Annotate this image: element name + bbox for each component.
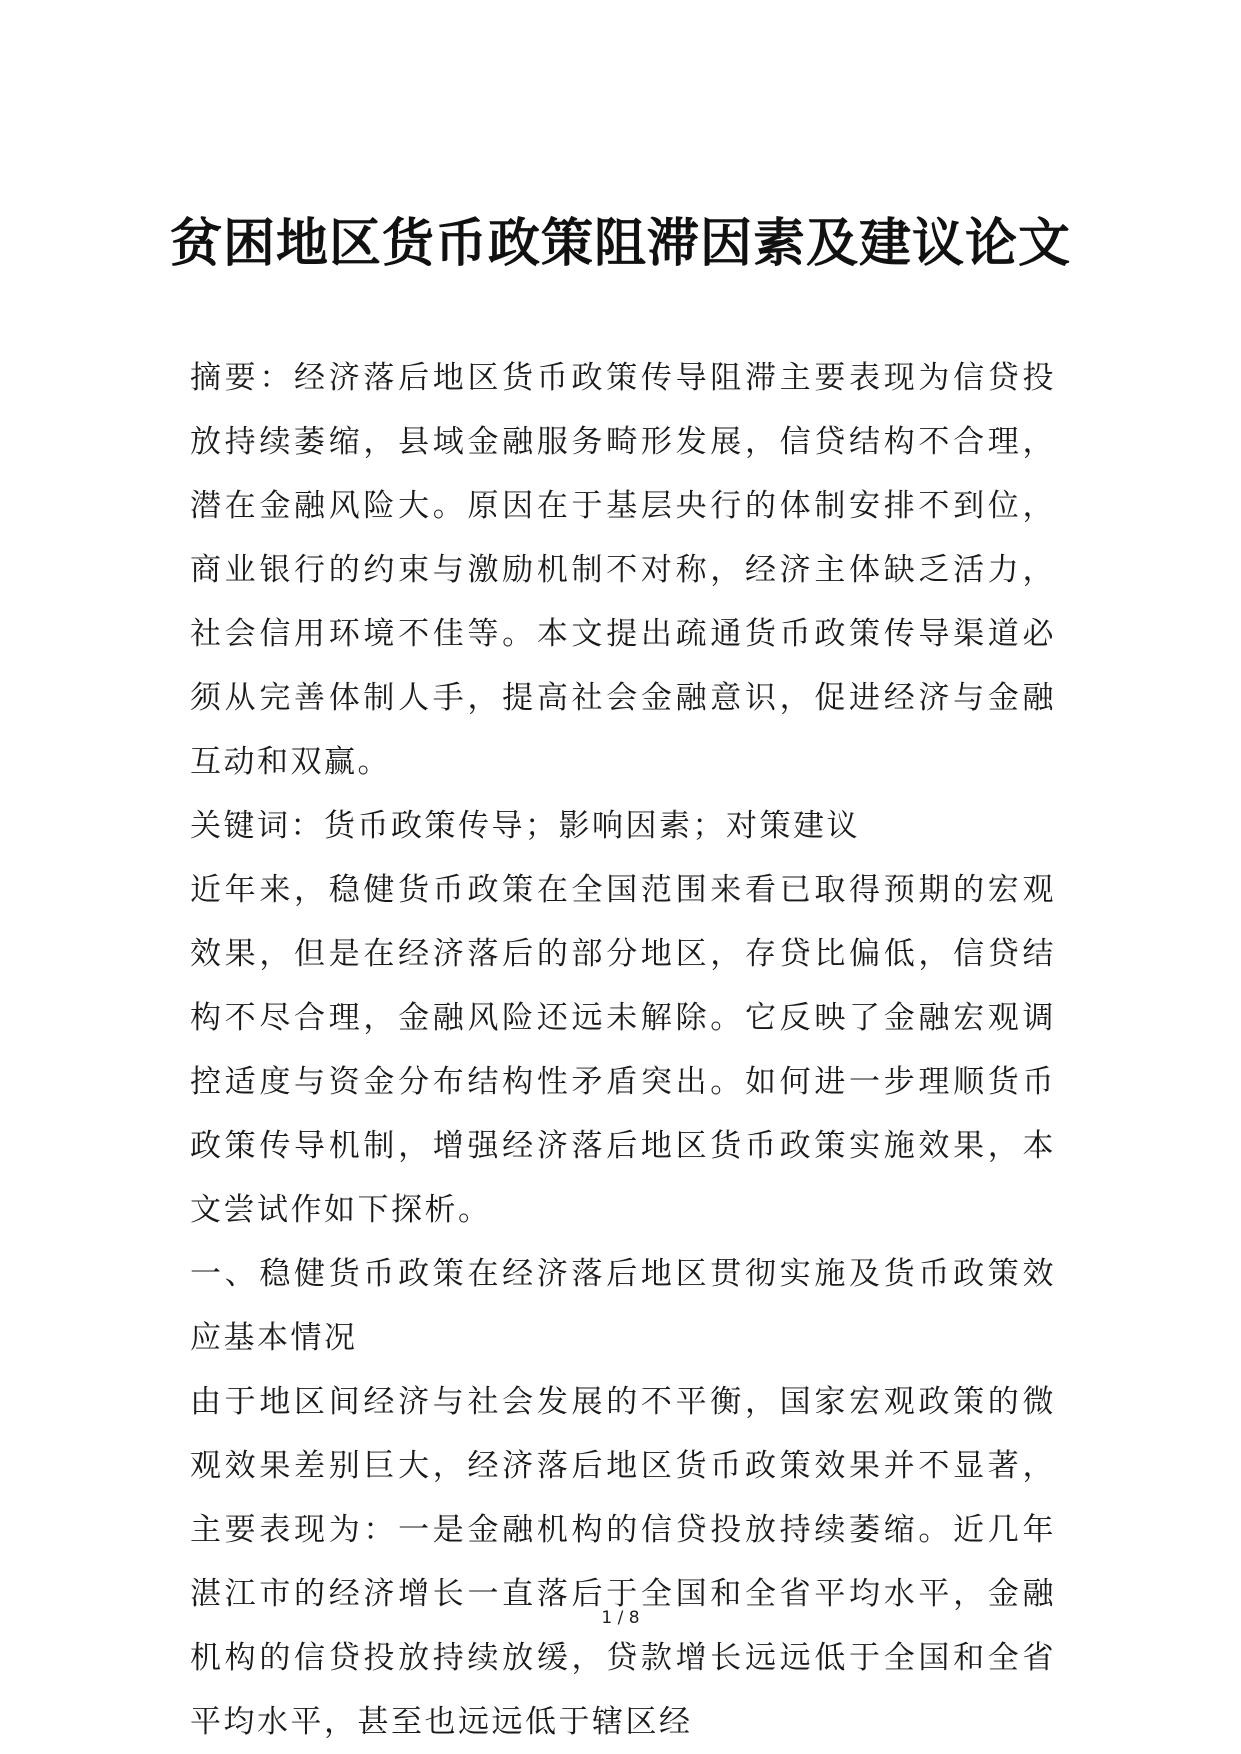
document-title: 贫困地区货币政策阻滞因素及建议论文: [169, 214, 1071, 274]
section-heading: 一、稳健货币政策在经济落后地区贯彻实施及货币政策效应基本情况: [190, 1256, 1056, 1356]
intro-paragraph: 近年来，稳健货币政策在全国范围来看已取得预期的宏观效果，但是在经济落后的部分地区，存贷比偏低，信贷结构不尽合理，金融风险还远未解除。它反映了金融宏观调控适度与资金分布结构性矛盾突出。如何进一步理顺货币政策传导机制，增强经济落后地区货币政策实施效果，本文尝试作如下探析。: [190, 872, 1056, 1228]
body-paragraph: 由于地区间经济与社会发展的不平衡，国家宏观政策的微观效果差别巨大，经济落后地区货币政策效果并不显著，主要表现为：一是金融机构的信贷投放持续萎缩。近几年湛江市的经济增长一直落后于全国和全省平均水平，金融机构的信贷投放持续放缓，贷款增长远远低于全国和全省平均水平，甚至也远远低于辖区经: [190, 1384, 1056, 1740]
abstract-paragraph: 摘要：经济落后地区货币政策传导阻滞主要表现为信贷投放持续萎缩，县域金融服务畸形发展，信贷结构不合理，潜在金融风险大。原因在于基层央行的体制安排不到位，商业银行的约束与激励机制不对称，经济主体缺乏活力，社会信用环境不佳等。本文提出疏通货币政策传导渠道必须从完善体制人手，提高社会金融意识，促进经济与金融互动和双赢。: [190, 360, 1056, 780]
keywords-paragraph: 关键词：货币政策传导；影响因素；对策建议: [190, 808, 860, 844]
page-number: 1 / 8: [601, 1608, 640, 1628]
document-body: [190, 346, 1056, 1754]
